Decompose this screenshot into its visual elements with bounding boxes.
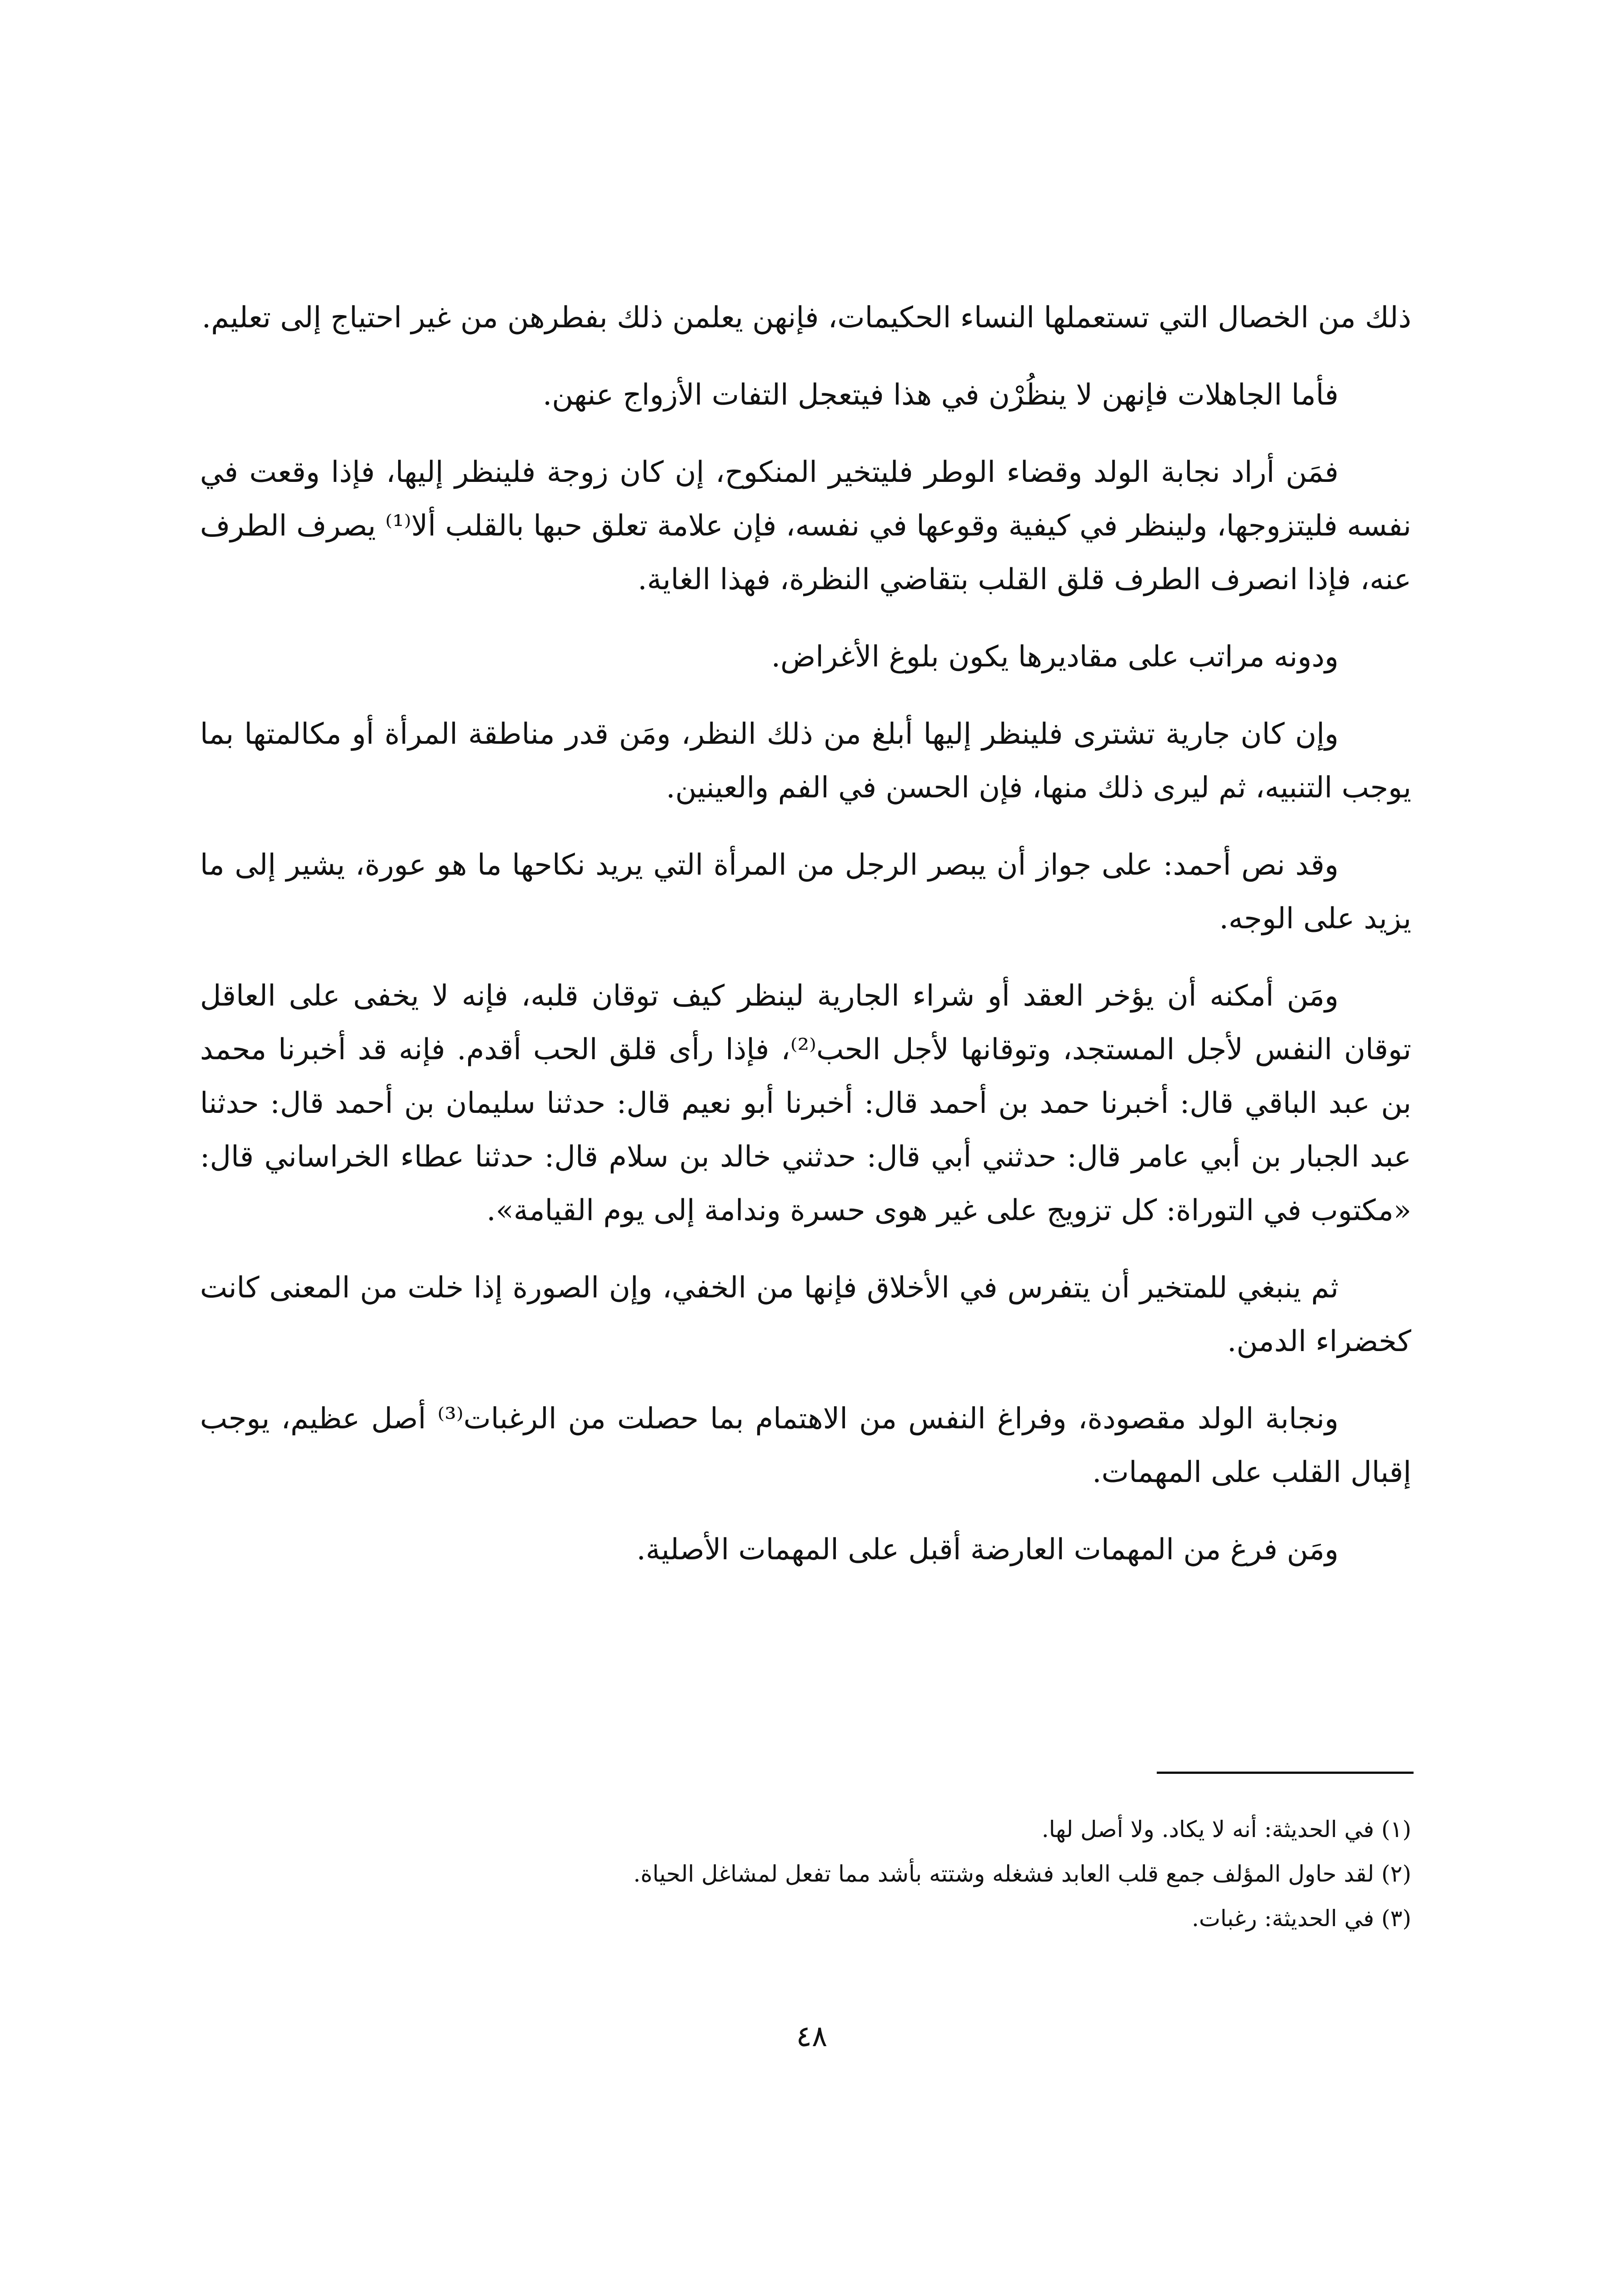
page-number: ٤٨ <box>796 2020 828 2053</box>
paragraph: فمَن أراد نجابة الولد وقضاء الوطر فليتخير المنكوح، إن كان زوجة فلينظر إليها، فإذا وقعت في نفسه فليتزوجها، ولينظر في كيفية وقوعها في نفسه، فإن علامة تعلق حبها بالقلب ألا⁽¹⁾ يصرف الطرف عنه، فإذا انصرف الطرف قلق القلب بتقاضي النظرة، فهذا الغاية. <box>200 456 1412 596</box>
paragraph: ومَن أمكنه أن يؤخر العقد أو شراء الجارية لينظر كيف توقان قلبه، فإنه لا يخفى على العاقل توقان النفس لأجل المستجد، وتوقانها لأجل الحب⁽²⁾، فإذا رأى قلق الحب أقدم. فإنه قد أخبرنا محمد بن عبد الباقي قال: أخبرنا حمد بن أحمد قال: أخبرنا أبو نعيم قال: حدثنا سليمان بن أحمد قال: حدثنا عبد الجبار بن أبي عامر قال: حدثني أبي قال: حدثني خالد بن سلام قال: حدثنا عطاء الخراساني قال: «مكتوب في التوراة: كل تزويج على غير هوى حسرة وندامة إلى يوم القيامة». <box>200 979 1412 1227</box>
footnote: (٣) في الحديثة: رغبات. <box>1191 1905 1411 1932</box>
footnotes <box>200 1807 1411 1941</box>
footnote: (١) في الحديثة: أنه لا يكاد. ولا أصل لها. <box>1041 1816 1411 1842</box>
paragraph: وقد نص أحمد: على جواز أن يبصر الرجل من المرأة التي يريد نكاحها ما هو عورة، يشير إلى ما يزيد على الوجه. <box>200 848 1411 936</box>
footnote-divider <box>1157 1772 1414 1774</box>
body-text <box>200 291 1411 1600</box>
footnote: (٢) لقد حاول المؤلف جمع قلب العابد فشغله وشتته بأشد مما تفعل لمشاغل الحياة. <box>633 1861 1411 1887</box>
paragraph: فأما الجاهلات فإنهن لا ينظُرْن في هذا فيتعجل التفات الأزواج عنهن. <box>542 378 1339 412</box>
paragraph: وإن كان جارية تشترى فلينظر إليها أبلغ من ذلك النظر، ومَن قدر مناطقة المرأة أو مكالمتها بما يوجب التنبيه، ثم ليرى ذلك منها، فإن الحسن في الفم والعينين. <box>200 717 1411 805</box>
paragraph: ذلك من الخصال التي تستعملها النساء الحكيمات، فإنهن يعلمن ذلك بفطرهن من غير احتياج إلى تعليم. <box>201 301 1411 335</box>
paragraph: ومَن فرغ من المهمات العارضة أقبل على المهمات الأصلية. <box>636 1533 1339 1567</box>
paragraph: ثم ينبغي للمتخير أن يتفرس في الأخلاق فإنها من الخفي، وإن الصورة إذا خلت من المعنى كانت كخضراء الدمن. <box>200 1271 1411 1358</box>
paragraph: ودونه مراتب على مقاديرها يكون بلوغ الأغراض. <box>771 640 1339 674</box>
paragraph: ونجابة الولد مقصودة، وفراغ النفس من الاهتمام بما حصلت من الرغبات⁽³⁾ أصل عظيم، يوجب إقبال القلب على المهمات. <box>200 1402 1411 1489</box>
